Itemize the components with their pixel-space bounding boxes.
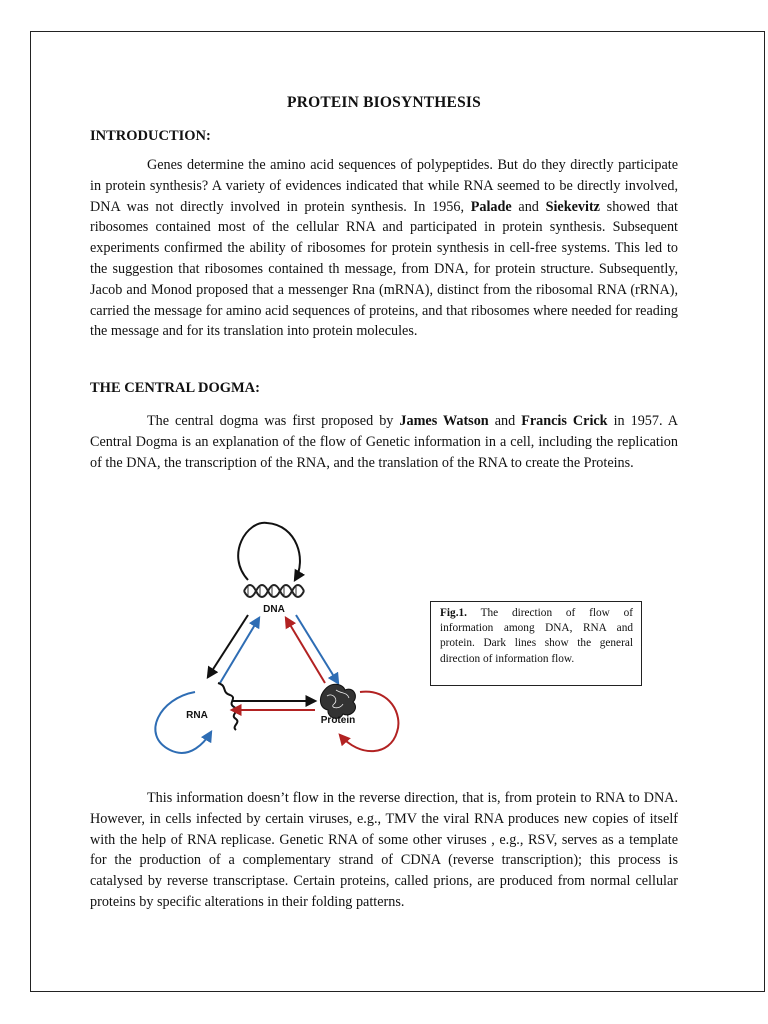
bold-term: Fig.1.	[440, 607, 467, 619]
protein-to-dna-arrow	[286, 618, 325, 683]
introduction-paragraph: Genes determine the amino acid sequences of polypeptides. But do they directly participate in protein synthesis? A variety of evidences indicated that while RNA seemed to be directly involved, DNA was not directly involved in protein synthesis. In 1956, Palade and Siekevitz showed that ribosomes contained most of the cellular RNA and participated in protein synthesis. Subsequent experiments confirmed the ability of ribosomes for protein synthesis in cell-free systems. This led to the suggestion that ribosomes contained th message, from DNA, for protein structure. Subsequently, Jacob and Monod proposed that a messenger Rna (mRNA), distinct from the ribosomal RNA (rRNA), carried the message for amino acid sequences of proteins, and that ribosomes where needed for reading the message and for its translation into protein molecules.	[90, 157, 678, 340]
figure-caption: Fig.1. The direction of flow of information among DNA, RNA and protein. Dark lines show the general direction of information flow.	[430, 601, 642, 686]
introduction-heading: INTRODUCTION:	[90, 128, 211, 144]
dna-to-protein-arrow	[296, 615, 338, 683]
central-dogma-diagram	[135, 520, 420, 765]
protein-molecule-icon	[320, 684, 355, 718]
rna-strand-icon	[218, 683, 237, 730]
dna-label: DNA	[263, 604, 285, 615]
rna-replication-arrow	[155, 692, 211, 753]
bold-term: Francis Crick	[521, 413, 608, 429]
dna-replication-arrow	[238, 523, 300, 580]
central-dogma-paragraph: The central dogma was first proposed by James Watson and Francis Crick in 1957. A Central Dogma is an explanation of the flow of Genetic information in a cell, including the replication of the DNA, the transcription of the RNA, and the translation of the RNA to create the Proteins.	[90, 413, 678, 471]
protein-label: Protein	[320, 715, 356, 726]
bold-term: Palade	[470, 198, 512, 215]
bold-term: Siekevitz	[545, 198, 600, 215]
page-title: PROTEIN BIOSYNTHESIS	[287, 94, 481, 111]
reverse-flow-paragraph: This information doesn’t flow in the reverse direction, that is, from protein to RNA to DNA. However, in cells infected by certain viruses, e.g., TMV the viral RNA produces new copies of itself with the help of RNA replicase. Genetic RNA of some other viruses , e.g., RSV, serves as a template for the production of a complementary strand of CDNA (reverse transcription); this process is catalysed by reverse transcriptase. Certain proteins, called prions, are produced from normal cellular proteins by specific alterations in their folding patterns.	[90, 790, 678, 910]
rna-label: RNA	[186, 710, 208, 721]
bold-term: James Watson	[399, 413, 489, 429]
dna-helix-icon	[244, 585, 304, 597]
central-dogma-heading: THE CENTRAL DOGMA:	[90, 380, 260, 396]
